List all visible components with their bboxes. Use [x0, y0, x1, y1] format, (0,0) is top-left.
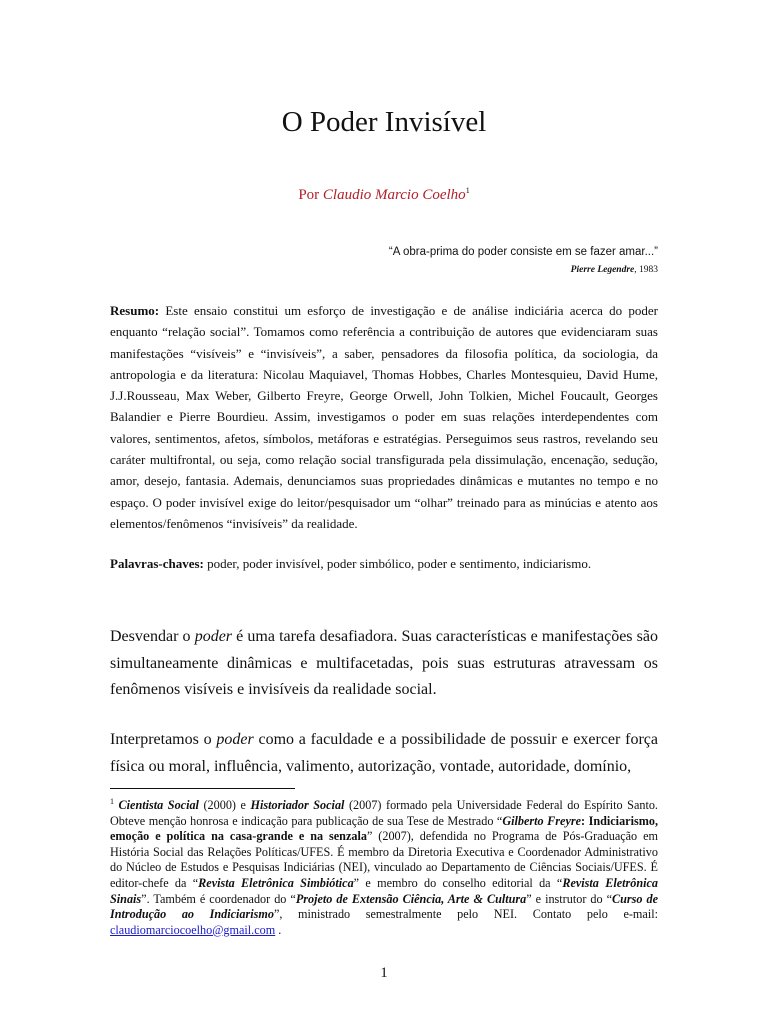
paragraph-2 — [110, 727, 658, 780]
document-title: O Poder Invisível — [281, 106, 487, 138]
footnote-t3: Historiador Social — [250, 798, 345, 813]
author-name: Claudio Marcio Coelho — [322, 187, 466, 203]
paragraph-1-start: Desvendar o — [110, 628, 195, 645]
footnote-t6: : Indiciarismo, emoção e política na casa-grande e na senzala — [110, 813, 658, 844]
epigraph-author: Pierre Legendre — [570, 265, 635, 275]
paragraph-1-emphasis: poder — [194, 628, 233, 645]
abstract — [110, 300, 658, 534]
footnote — [110, 794, 658, 938]
footnote-t1: Cientista Social — [118, 798, 199, 813]
paragraph-2-start: Interpretamos o — [110, 731, 217, 748]
paragraph-2-emphasis: poder — [216, 731, 254, 748]
email-link[interactable]: claudiomarciocoelho@gmail.com — [110, 922, 276, 937]
epigraph-quote: “A obra-prima do poder consiste em se fazer amar...” — [388, 246, 658, 258]
footnote-t14: Curso de Introdução ao Indiciarismo — [110, 891, 658, 922]
footnote-t15: ”, ministrado semestralmente pelo NEI. Contato pelo e-mail: — [273, 907, 658, 922]
abstract-text: Este ensaio constitui um esforço de investigação e de análise indiciária acerca do poder enquanto “relação social”. Tomamos como referência a contribuição de autores que evidenciaram suas manifestações “visíveis” e “invisíveis”, a saber, pensadores da filosofia política, da sociologia, da antropologia e da literatura: Nicolau Maquiavel, Thomas Hobbes, Charles Montesquieu, David Hume, J.J.Rousseau, Max Weber, Gilberto Freyre, George Orwell, John Tolkien, Michel Foucault, Georges Balandier e Pierre Bourdieu. Assim, investigamos o poder em suas relações interdependentes com valores, sentimentos, afetos, símbolos, metáforas e estratégias. Perseguimos seus rastros, revelando seu caráter multifrontal, ou seja, como relação social transfigurada pela dissimulação, encenação, sedução, amor, desejo, fantasia. Ademais, denunciamos suas propriedades dinâmicas e mutantes no tempo e no espaço. O poder invisível exige do leitor/pesquisador um “olhar” treinado para as minúcias e atento aos elementos/fenômenos “invisíveis” da realidade. — [110, 303, 658, 531]
epigraph-year: , 1983 — [634, 265, 658, 275]
footnote-t12: Projeto de Extensão Ciência, Arte & Cultura — [295, 891, 527, 906]
paragraph-1-rest: é uma tarefa desafiadora. Suas características e manifestações são simultaneamente dinâmicas e multifacetadas, pois suas estruturas atravessam os fenômenos visíveis e invisíveis da realidade social. — [110, 628, 658, 698]
footnote-t11: ”. Também é coordenador do “ — [141, 891, 296, 906]
footnote-divider — [110, 788, 295, 789]
page-number: 1 — [380, 965, 388, 981]
footnote-t5: Gilberto Freyre — [502, 813, 582, 828]
footnote-t16: . — [275, 922, 282, 937]
footnote-t10: Revista Eletrônica Sinais — [110, 876, 659, 906]
byline-prefix: Por — [298, 187, 320, 203]
keywords-text: poder, poder invisível, poder simbólico, poder e sentimento, indiciarismo. — [203, 556, 592, 571]
paragraph-1 — [110, 624, 658, 704]
footnote-t8: Revista Eletrônica Simbiótica — [198, 876, 354, 891]
footnote-t7: ” (2007), defendida no Programa de Pós-Graduação em História Social das Relações Políticas/UFES. É membro da Diretoria Executiva e Coordenador Administrativo do Núcleo de Estudos e Pesquisas Indiciárias (NEI), vinculado ao Departamento de Ciências Sociais/UFES. É editor-chefe da “ — [110, 829, 658, 891]
keywords-label: Palavras-chaves: — [110, 556, 204, 571]
byline — [0, 181, 768, 205]
footnote-number: 1 — [110, 797, 114, 806]
abstract-label: Resumo: — [110, 303, 160, 318]
footnote-ref[interactable]: 1 — [465, 186, 470, 195]
keywords — [110, 554, 658, 574]
paragraph-2-rest: como a faculdade e a possibilidade de possuir e exercer força física ou moral, influência, valimento, autorização, vontade, autoridade, domínio, — [110, 731, 658, 775]
footnote-t4: (2007) formado pela Universidade Federal do Espírito Santo. Obteve menção honrosa e indicação para publicação de sua Tese de Mestrado “ — [110, 798, 658, 828]
epigraph-source — [571, 263, 658, 277]
footnote-t13: ” e instrutor do “ — [526, 891, 612, 906]
footnote-t2: (2000) e — [198, 798, 251, 813]
footnote-t9: ” e membro do conselho editorial da “ — [353, 876, 563, 891]
